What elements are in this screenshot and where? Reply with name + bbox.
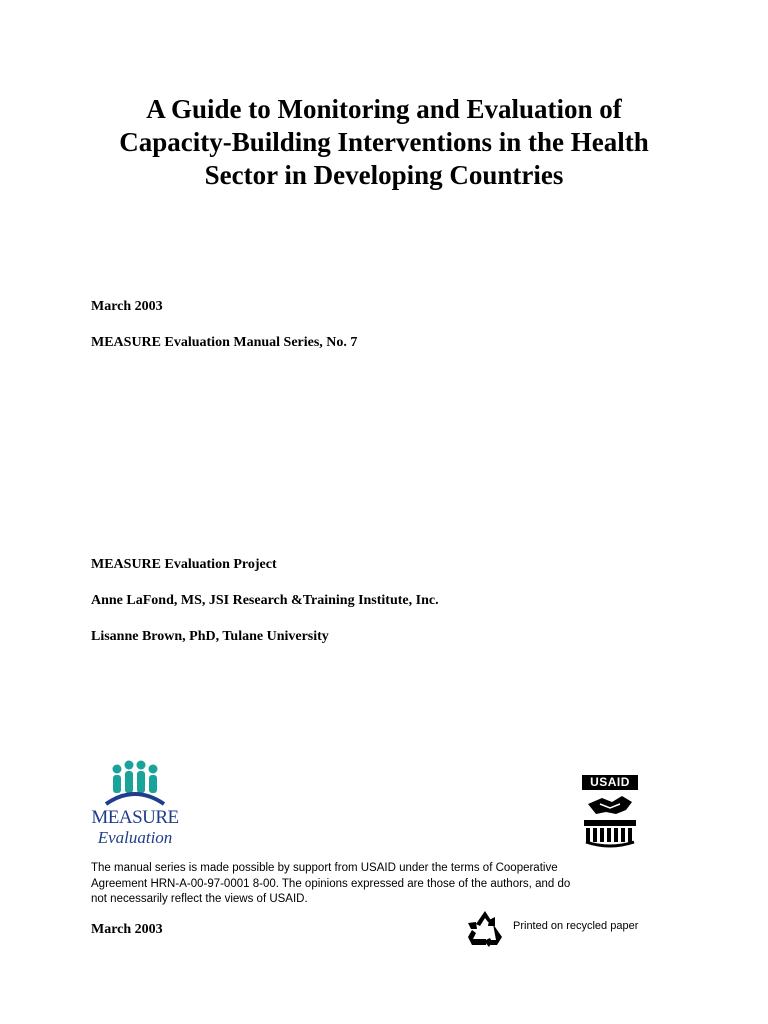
- usaid-logo: [582, 775, 638, 849]
- footer-date: March 2003: [91, 922, 163, 937]
- evaluation-wordmark: Evaluation: [97, 828, 173, 847]
- disclaimer-line: not necessarily reflect the views of USAID.: [91, 893, 308, 905]
- author-line: Anne LaFond, MS, JSI Research &Training Institute, Inc.: [91, 593, 439, 608]
- usaid-label: USAID: [582, 775, 638, 790]
- funding-disclaimer: [91, 861, 651, 908]
- project-name: MEASURE Evaluation Project: [91, 557, 277, 572]
- measure-evaluation-logo: [90, 760, 200, 852]
- disclaimer-line: The manual series is made possible by support from USAID under the terms of Cooperative: [91, 862, 558, 874]
- title-line: A Guide to Monitoring and Evaluation of: [146, 94, 622, 124]
- publication-date: March 2003: [91, 299, 163, 314]
- measure-wordmark: MEASURE: [91, 807, 179, 828]
- recycled-paper-note: Printed on recycled paper: [513, 920, 639, 932]
- title-line: Capacity-Building Interventions in the Health: [119, 127, 649, 157]
- disclaimer-line: Agreement HRN-A-00-97-0001 8-00. The opinions expressed are those of the authors, and do: [91, 877, 571, 890]
- document-title: [84, 93, 684, 192]
- handshake-icon: [582, 790, 638, 849]
- author-line: Lisanne Brown, PhD, Tulane University: [91, 629, 329, 644]
- recycle-icon: [466, 909, 504, 947]
- title-line: Sector in Developing Countries: [204, 160, 564, 190]
- people-figures-icon: [104, 760, 166, 808]
- series-line: MEASURE Evaluation Manual Series, No. 7: [91, 335, 358, 350]
